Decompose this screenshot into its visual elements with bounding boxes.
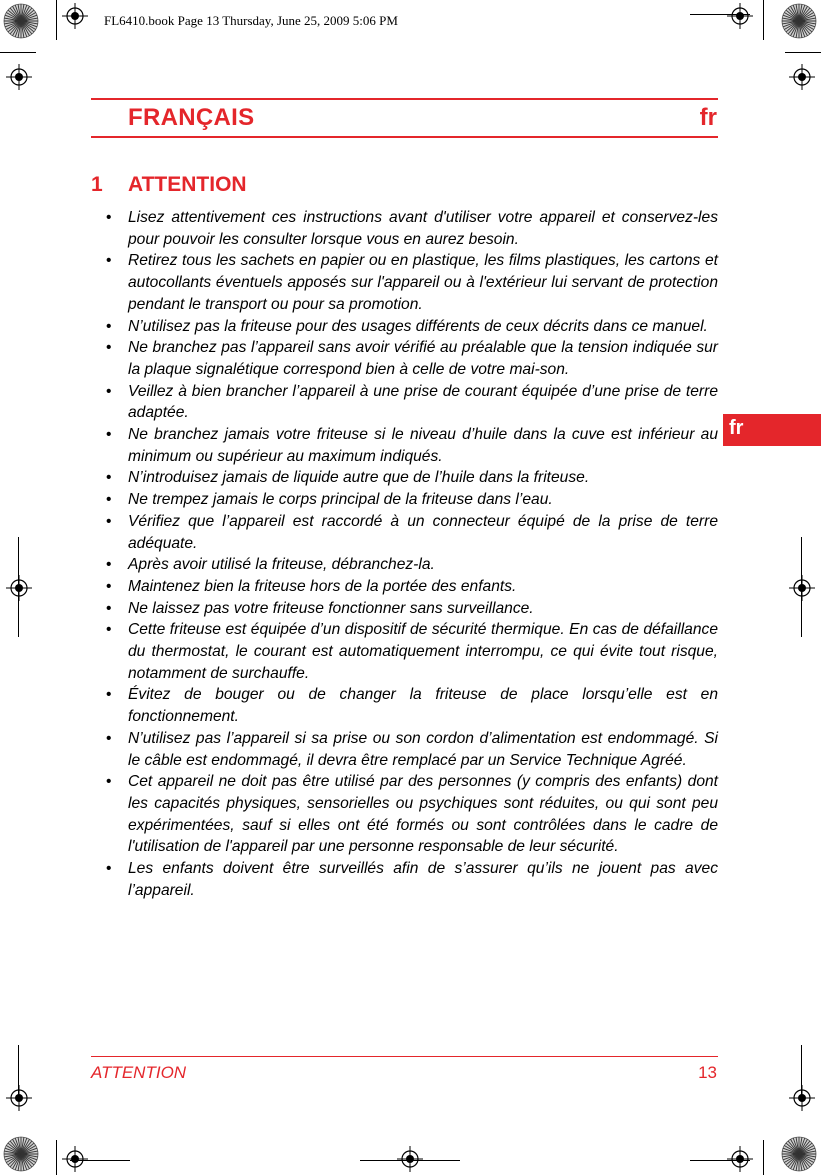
registration-mark-icon (6, 575, 32, 601)
list-item: • Les enfants doivent être surveillés afin de s’assurer qu’ils ne jouent pas avec l’appareil. (104, 858, 718, 901)
registration-mark-icon (789, 64, 815, 90)
list-item: • Veillez à bien brancher l’appareil à une prise de courant équipée d’une prise de terre adaptée. (104, 381, 718, 424)
crop-line (56, 1140, 57, 1175)
list-item: • N’utilisez pas l’appareil si sa prise ou son cordon d’alimentation est endommagé. Si le câble est endommagé, il devra être remplacé par un Service Technique Agréé. (104, 728, 718, 771)
list-item: • Évitez de bouger ou de changer la friteuse de place lorsqu’elle est en fonctionnement. (104, 684, 718, 727)
registration-mark-icon (789, 575, 815, 601)
section-heading (91, 173, 247, 197)
list-item: • Lisez attentivement ces instructions avant d'utiliser votre appareil et conservez-les pour pouvoir les consulter lorsque vous en aurez besoin. (104, 207, 718, 250)
list-item: • Ne branchez pas l’appareil sans avoir vérifié au préalable que la tension indiquée sur la plaque signalétique correspond bien à celle de votre mai-son. (104, 337, 718, 380)
crop-line (18, 1045, 19, 1100)
registration-mark-icon (727, 3, 753, 29)
crop-line (56, 0, 57, 40)
registration-mark-icon (6, 64, 32, 90)
list-item: • Ne trempez jamais le corps principal de la friteuse dans l’eau. (104, 489, 718, 511)
language-side-tab (723, 414, 821, 446)
crop-line (801, 537, 802, 637)
header-rule-bottom (91, 136, 718, 138)
list-item: • Cette friteuse est équipée d’un dispositif de sécurité thermique. En cas de défaillance du thermostat, le courant est automatiquement interrompu, ce qui évite tout risque, notamment de surchauffe. (104, 619, 718, 684)
crop-line (360, 1160, 460, 1161)
starburst-mark-top-right (780, 2, 818, 40)
crop-line (0, 52, 36, 53)
list-item: • Maintenez bien la friteuse hors de la portée des enfants. (104, 576, 718, 598)
section-number: 1 (91, 173, 103, 196)
crop-line (763, 0, 764, 40)
registration-mark-icon (62, 3, 88, 29)
registration-mark-icon (62, 1146, 88, 1172)
starburst-mark-bottom-left (2, 1135, 40, 1173)
registration-mark-icon (397, 1146, 423, 1172)
list-item: • Vérifiez que l’appareil est raccordé à un connecteur équipé de la prise de terre adéquate. (104, 511, 718, 554)
starburst-mark-bottom-right (780, 1135, 818, 1173)
header-rule-top (91, 98, 718, 100)
page-number: 13 (698, 1063, 717, 1082)
starburst-mark-top-left (2, 2, 40, 40)
list-item: • Retirez tous les sachets en papier ou en plastique, les films plastiques, les cartons et autocollants éventuels apposés sur l'appareil ou à l'extérieur lui servant de protection pendant le transport ou pour sa promotion. (104, 250, 718, 315)
crop-line (785, 52, 821, 53)
list-item: • Ne branchez jamais votre friteuse si le niveau d’huile dans la cuve est inférieur au minimum ou supérieur au maximum indiqués. (104, 424, 718, 467)
header-lang-code: fr (699, 104, 717, 131)
crop-line (70, 1160, 130, 1161)
crop-line (801, 1045, 802, 1100)
crop-line (763, 1140, 764, 1175)
list-item: • Cet appareil ne doit pas être utilisé par des personnes (y compris des enfants) dont les capacités physiques, sensorielles ou psychiques sont réduites, ou qui sont peu expérimentées, sauf si elles ont été formés ou sont contrôlées dans le cadre de l'utilisation de l'appareil par une personne responsable de leur sécurité. (104, 771, 718, 858)
registration-mark-icon (789, 1085, 815, 1111)
page-title: FRANÇAIS (128, 104, 255, 131)
footer-section-name: ATTENTION (91, 1063, 187, 1082)
safety-instructions-list (104, 207, 718, 902)
crop-line (18, 537, 19, 637)
registration-mark-icon (6, 1085, 32, 1111)
list-item: • N’utilisez pas la friteuse pour des usages différents de ceux décrits dans ce manuel. (104, 316, 718, 338)
registration-mark-icon (727, 1146, 753, 1172)
crop-line (690, 14, 750, 15)
list-item: • Ne laissez pas votre friteuse fonctionner sans surveillance. (104, 598, 718, 620)
section-title: ATTENTION (128, 173, 247, 196)
crop-line (690, 1160, 750, 1161)
footer-rule (91, 1056, 718, 1057)
print-slug: FL6410.book Page 13 Thursday, June 25, 2009 5:06 PM (104, 13, 398, 28)
list-item: • N’introduisez jamais de liquide autre que de l’huile dans la friteuse. (104, 467, 718, 489)
list-item: • Après avoir utilisé la friteuse, débranchez-la. (104, 554, 718, 576)
side-tab-label: fr (729, 417, 744, 439)
